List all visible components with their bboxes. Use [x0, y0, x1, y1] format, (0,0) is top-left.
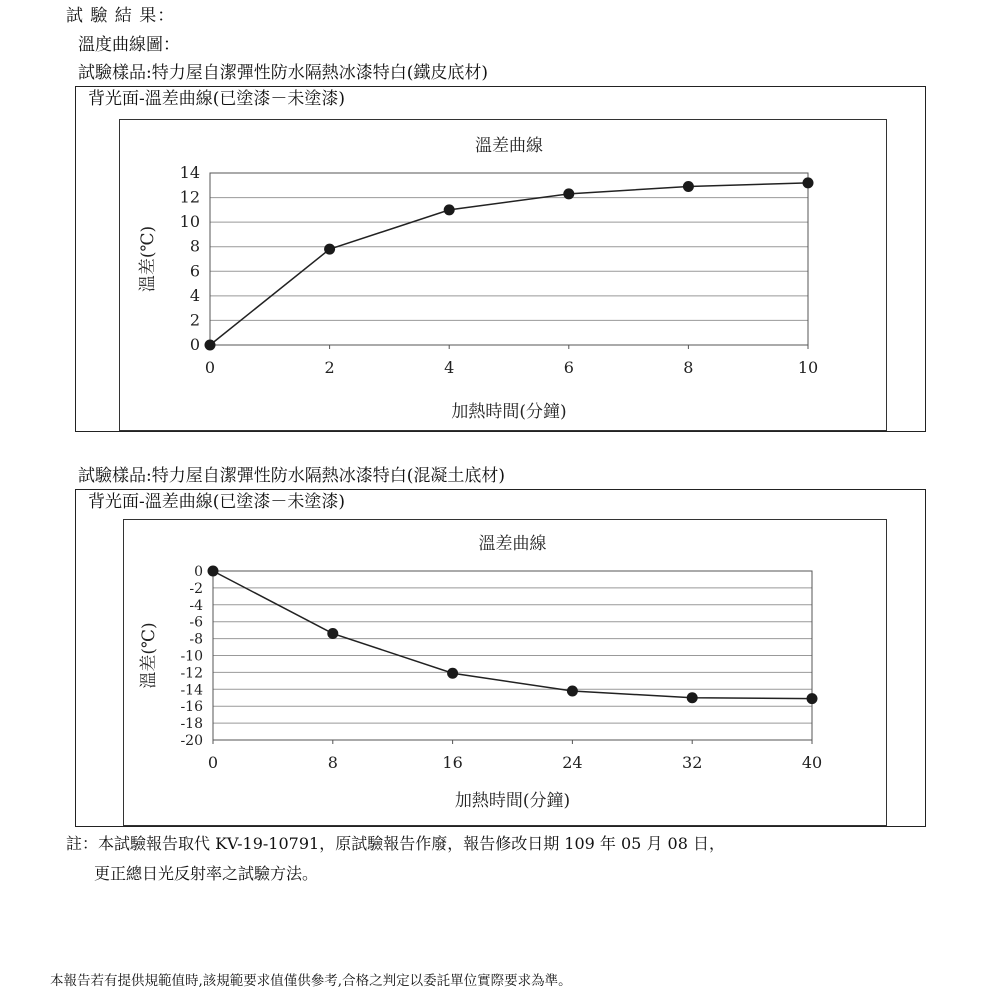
chart-2 [124, 520, 888, 827]
y-tick-label: 8 [189, 236, 200, 256]
data-point [327, 628, 338, 639]
x-tick-label: 32 [682, 753, 703, 772]
series-line [213, 571, 812, 699]
y-tick-label: -12 [180, 665, 203, 682]
note-line-1: 註：本試驗報告取代 KV-19-10791，原試驗報告作廢，報告修改日期 109 年 05 月 08 日， [66, 834, 725, 853]
x-tick-label: 24 [562, 753, 583, 772]
results-heading: 試 驗 結 果： [66, 6, 176, 26]
y-tick-label: -10 [180, 648, 203, 665]
data-point [208, 566, 219, 577]
y-tick-label: -8 [189, 631, 203, 648]
data-point [803, 177, 814, 188]
y-axis-label: 溫差(℃) [138, 225, 158, 293]
sample1-label: 試驗樣品:特力屋自潔彈性防水隔熱冰漆特白(鐵皮底材) [78, 63, 488, 83]
y-tick-label: -18 [180, 716, 203, 733]
y-tick-label: 2 [189, 310, 200, 330]
y-tick-label: 4 [189, 285, 200, 305]
chart-box-2 [123, 519, 887, 826]
data-point [807, 693, 818, 704]
chart-frame-2 [75, 489, 926, 827]
x-tick-label: 4 [444, 358, 455, 377]
chart-1 [120, 120, 888, 432]
x-tick-label: 16 [442, 753, 463, 772]
data-point [205, 340, 216, 351]
note-line-2: 更正總日光反射率之試驗方法。 [94, 864, 319, 883]
x-tick-label: 0 [204, 358, 216, 377]
data-point [324, 244, 335, 255]
curve-heading: 溫度曲線圖： [78, 35, 180, 55]
sample2-label: 試驗樣品:特力屋自潔彈性防水隔熱冰漆特白(混凝土底材) [78, 466, 505, 486]
y-tick-label: 0 [194, 564, 203, 580]
data-point [447, 668, 458, 679]
chart-frame-1 [75, 86, 926, 432]
y-axis-label: 溫差(℃) [139, 622, 159, 689]
data-point [563, 188, 574, 199]
x-axis-label: 加熱時間(分鐘) [451, 402, 567, 422]
y-tick-label: 14 [179, 163, 200, 182]
x-tick-label: 0 [207, 753, 219, 772]
chart-box-1 [119, 119, 887, 431]
data-point [683, 181, 694, 192]
data-point [567, 685, 578, 696]
y-tick-label: 12 [179, 187, 200, 207]
y-tick-label: 10 [179, 212, 200, 232]
y-tick-label: 0 [189, 335, 200, 354]
y-tick-label: -14 [180, 682, 203, 699]
y-tick-label: -16 [180, 699, 203, 716]
y-tick-label: -20 [180, 733, 203, 749]
x-tick-label: 6 [563, 358, 574, 377]
y-tick-label: -4 [189, 597, 203, 614]
x-tick-label: 8 [327, 753, 338, 772]
frame-title-2: 背光面-溫差曲線(已塗漆－未塗漆) [88, 492, 346, 512]
x-tick-label: 8 [683, 358, 694, 377]
data-point [444, 204, 455, 215]
x-tick-label: 40 [801, 753, 823, 772]
plot-area [210, 173, 808, 345]
y-tick-label: 6 [189, 261, 200, 281]
chart-title: 溫差曲線 [478, 534, 547, 554]
x-tick-label: 2 [324, 358, 335, 377]
y-tick-label: -6 [189, 614, 203, 631]
data-point [687, 692, 698, 703]
x-axis-label: 加熱時間(分鐘) [454, 791, 571, 811]
frame-title-1: 背光面-溫差曲線(已塗漆－未塗漆) [88, 89, 346, 109]
y-tick-label: -2 [189, 580, 203, 597]
chart-title: 溫差曲線 [475, 136, 543, 156]
x-tick-label: 10 [797, 358, 819, 377]
footer-disclaimer: 本報告若有提供規範值時,該規範要求值僅供參考,合格之判定以委託單位實際要求為準。 [50, 973, 572, 989]
